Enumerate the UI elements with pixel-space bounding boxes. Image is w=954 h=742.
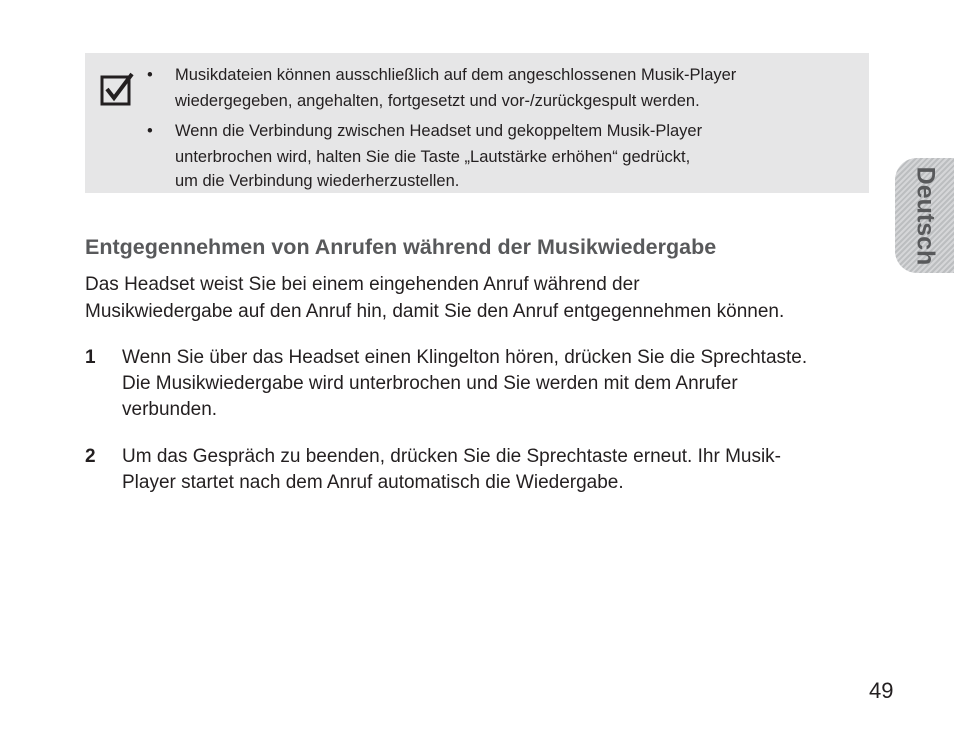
note-line: wiedergegeben, angehalten, fortgesetzt und vor-/zurückgespult werden. [175,92,700,110]
step-line: verbunden. [122,399,218,420]
step-number: 2 [85,446,96,467]
step-line: Wenn Sie über das Headset einen Klingelton hören, drücken Sie die Sprechtaste. [122,347,808,368]
step-line: Um das Gespräch zu beenden, drücken Sie die Sprechtaste erneut. Ihr Musik- [122,446,782,467]
step-line: Die Musikwiedergabe wird unterbrochen und Sie werden mit dem Anrufer [122,373,738,394]
note-line: um die Verbindung wiederherzustellen. [175,172,460,190]
note-line: Wenn die Verbindung zwischen Headset und gekoppeltem Musik-Player [175,122,703,140]
intro-line: Das Headset weist Sie bei einem eingehenden Anruf während der [85,274,640,295]
step-line: Player startet nach dem Anruf automatisch die Wiedergabe. [122,472,624,493]
checkbox-check-icon [99,71,135,107]
note-list [147,63,857,199]
note-item [147,63,857,113]
language-tab [895,158,954,273]
section-heading: Entgegennehmen von Anrufen während der Musikwiedergabe [85,235,717,259]
step-text [122,345,875,423]
note-line: unterbrochen wird, halten Sie die Taste „Lautstärke erhöhen“ gedrückt, [175,148,691,166]
step-item [85,444,875,496]
page-number: 49 [869,678,894,703]
note-line: Musikdateien können ausschließlich auf dem angeschlossenen Musik-Player [175,66,737,84]
bullet: • [147,66,153,84]
intro-paragraph [85,271,784,325]
note-item [147,119,857,193]
step-number: 1 [85,347,96,368]
step-text [122,444,875,496]
step-item [85,345,875,423]
note-box [85,53,869,193]
steps-list [85,345,875,496]
bullet: • [147,122,153,140]
language-tab-label: Deutsch [911,166,939,265]
intro-line: Musikwiedergabe auf den Anruf hin, damit Sie den Anruf entgegennehmen können. [85,301,785,322]
